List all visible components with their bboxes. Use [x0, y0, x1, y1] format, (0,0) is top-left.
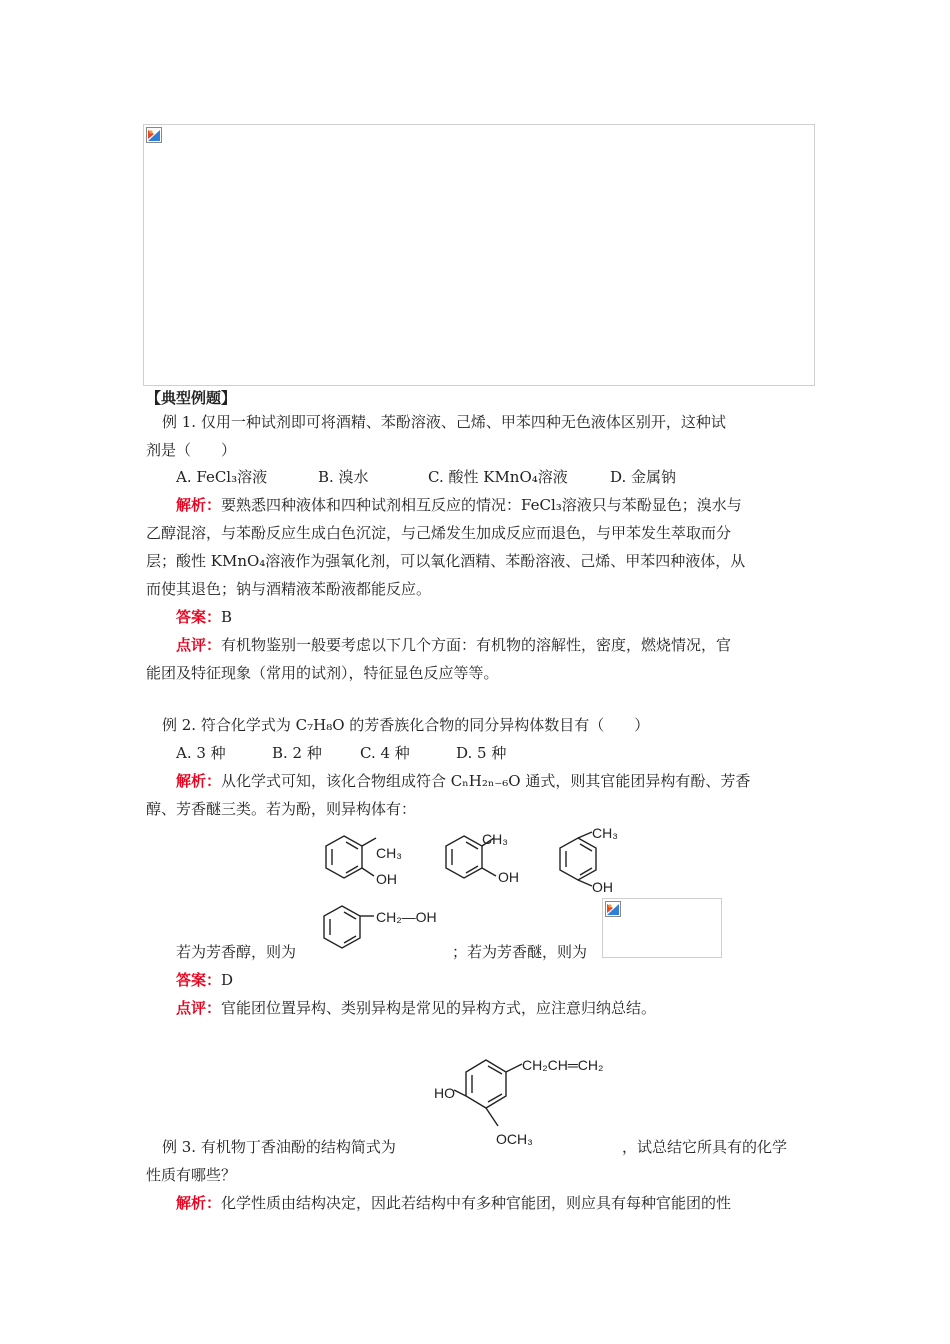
ex2-analysis-line2: 醇、芳香醚三类。若为酚，则异构体有： — [146, 800, 417, 818]
benzyl-alcohol-structure — [318, 900, 458, 958]
ex2-question-line1: 例 2. 符合化学式为 C₇H₈O 的芳香族化合物的同分异构体数目有（ ） — [162, 716, 650, 734]
ex2-option-c: C. 4 种 — [360, 744, 410, 762]
ex3-question-line2: 性质有哪些？ — [146, 1166, 237, 1184]
ex1-question-line2: 剂是（ ） — [146, 441, 237, 459]
ex1-option-a: A. FeCl₃溶液 — [176, 468, 268, 486]
ex1-option-d: D. 金属钠 — [610, 468, 677, 486]
ex2-ether-text: ；若为芳香醚，则为 — [452, 943, 588, 961]
ch3-label: CH₃ — [482, 831, 508, 847]
oh-label: OH — [498, 869, 519, 885]
analysis-label: 解析： — [176, 496, 222, 514]
section-title: 【典型例题】 — [146, 389, 237, 407]
ex3-question-suffix: ，试总结它所具有的化学 — [622, 1138, 788, 1156]
ex2-option-a: A. 3 种 — [176, 744, 226, 762]
ex3-question-prefix: 例 3. 有机物丁香油酚的结构简式为 — [162, 1138, 396, 1156]
allyl-label: CH₂CH═CH₂ — [522, 1057, 604, 1073]
m-cresol-structure — [438, 830, 538, 892]
ex1-comment-line2: 能团及特征现象（常用的试剂），特征显色反应等等。 — [146, 664, 499, 682]
ex2-comment-line1: 点评：官能团位置异构、类别异构是常见的异构方式，应注意归纳总结。 — [176, 999, 657, 1017]
ch3-label: CH₃ — [376, 845, 402, 861]
ex2-option-d: D. 5 种 — [456, 744, 507, 762]
och3-label: OCH₃ — [496, 1131, 533, 1147]
figure-placeholder-ether — [602, 898, 722, 958]
broken-image-icon — [605, 901, 621, 917]
ex2-alcohol-text: 若为芳香醇，则为 — [176, 943, 297, 961]
ex1-analysis-line4: 而使其退色；钠与酒精液苯酚液都能反应。 — [146, 580, 432, 598]
ex2-option-b: B. 2 种 — [272, 744, 322, 762]
ex1-analysis-line1: 解析：要熟悉四种液体和四种试剂相互反应的情况：FeCl₃溶液只与苯酚显色；溴水与 — [176, 496, 742, 514]
ex1-question-line1: 例 1. 仅用一种试剂即可将酒精、苯酚溶液、己烯、甲苯四种无色液体区别开，这种试 — [162, 413, 726, 431]
oh-label: OH — [376, 871, 397, 887]
ex1-analysis-line2: 乙醇混溶，与苯酚反应生成白色沉淀，与己烯发生加成反应而退色，与甲苯发生萃取而分 — [146, 524, 732, 542]
ex2-answer: 答案：D — [176, 971, 234, 989]
eugenol-structure — [434, 1046, 634, 1156]
ex1-answer: 答案：B — [176, 608, 233, 626]
ho-label: HO — [434, 1085, 455, 1101]
ex1-option-b: B. 溴水 — [318, 468, 369, 486]
oh-label: OH — [592, 879, 613, 895]
answer-label: 答案： — [176, 608, 222, 626]
comment-label: 点评： — [176, 636, 222, 654]
ex1-option-c: C. 酸性 KMnO₄溶液 — [428, 468, 568, 486]
ex1-analysis-line3: 层；酸性 KMnO₄溶液作为强氧化剂，可以氧化酒精、苯酚溶液、己烯、甲苯四种液体，从 — [146, 552, 746, 570]
p-cresol-structure — [552, 826, 652, 896]
figure-placeholder-top — [143, 124, 815, 386]
ex3-analysis-line1: 解析：化学性质由结构决定，因此若结构中有多种官能团，则应具有每种官能团的性 — [176, 1194, 732, 1212]
ex2-analysis-line1: 解析：从化学式可知，该化合物组成符合 CₙH₂ₙ₋₆O 通式，则其官能团异构有酚、芳香 — [176, 772, 751, 790]
ex1-comment-line1: 点评：有机物鉴别一般要考虑以下几个方面：有机物的溶解性，密度，燃烧情况，官 — [176, 636, 732, 654]
o-cresol-structure — [318, 830, 418, 892]
broken-image-icon — [146, 127, 162, 143]
ch2-oh-label: CH₂—OH — [376, 909, 437, 925]
ch3-label: CH₃ — [592, 826, 618, 841]
